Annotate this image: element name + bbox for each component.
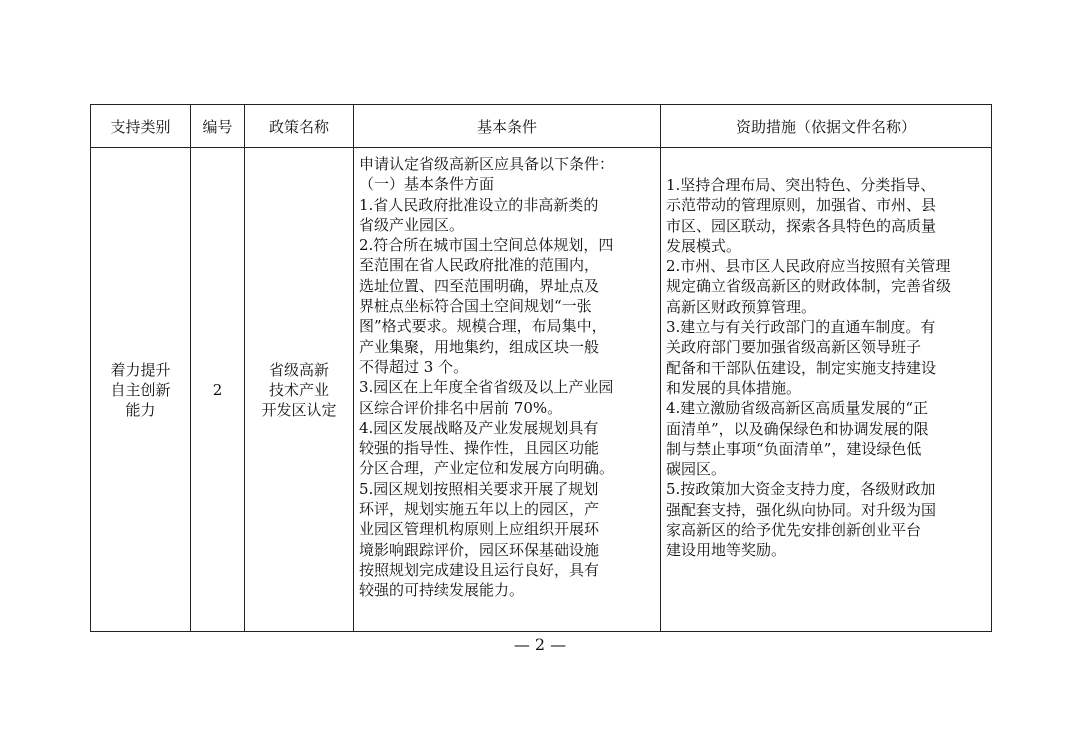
conditions-line: 2.符合所在城市国土空间总体规划，四 [359,236,614,255]
conditions-line: 选址位置、四至范围明确，界址点及 [359,276,600,295]
header-policy-name: 政策名称 [245,105,354,148]
measures-line: 面清单”，以及确保绿色和协调发展的限 [666,419,929,438]
header-number: 编号 [191,105,245,148]
conditions-cell [354,148,661,632]
page-number: — 2 — [513,635,567,654]
conditions-line: 区综合评价排名中居前 70%。 [359,398,563,417]
measures-line: 3.建立与有关行政部门的直通车制度。有 [666,318,936,337]
measures-line: 1.坚持合理布局、突出特色、分类指导、 [666,176,936,194]
conditions-line: 3.园区在上年度全省省级及以上产业园 [359,378,614,397]
policy-name-line: 技术产业 [268,380,329,399]
conditions-line: 产业集聚，用地集约，组成区块一般 [359,337,600,356]
measures-line: 2.市州、县市区人民政府应当按照有关管理 [666,257,951,276]
policy-name-line: 开发区认定 [261,400,337,419]
measures-line: 家高新区的给予优先安排创新创业平台 [666,521,922,540]
measures-line: 碳园区。 [666,460,727,479]
table-row [91,148,992,632]
category-line: 自主创新 [110,380,171,399]
measures-line: 4.建立激励省级高新区高质量发展的“正 [666,399,928,418]
conditions-line: 界桩点坐标符合国土空间规划“一张 [359,297,592,316]
table-header-row [91,105,992,148]
category-line: 能力 [125,400,156,419]
conditions-line: （一）基本条件方面 [359,175,495,194]
conditions-line: 较强的指导性、操作性，且园区功能 [359,439,600,458]
conditions-line: 省级产业园区。 [359,215,465,234]
measures-line: 示范带动的管理原则，加强省、市州、县 [666,196,937,215]
measures-cell [661,148,992,632]
conditions-line: 5.园区规划按照相关要求开展了规划 [359,479,599,498]
measures-line: 强配套支持，强化纵向协同。对升级为国 [666,500,937,519]
conditions-line: 环评，规划实施五年以上的园区，产 [359,500,600,519]
header-conditions: 基本条件 [354,105,661,148]
measures-line: 5.按政策加大资金支持力度，各级财政加 [666,480,936,499]
measures-line: 关政府部门要加强省级高新区领导班子 [666,338,922,357]
measures-line: 市区、园区联动，探索各具特色的高质量 [666,216,937,235]
conditions-line: 图”格式要求。规模合理，布局集中， [359,317,607,336]
conditions-line: 分区合理，产业定位和发展方向明确。 [359,459,615,478]
conditions-line: 申请认定省级高新区应具备以下条件： [359,155,615,173]
category-cell [91,148,191,632]
measures-line: 配备和干部队伍建设，制定实施支持建设 [666,358,937,377]
header-measures: 资助措施（依据文件名称） [661,105,992,148]
conditions-line: 按照规划完成建设且运行良好，具有 [359,560,600,579]
conditions-line: 境影响跟踪评价，园区环保基础设施 [359,540,600,559]
measures-line: 规定确立省级高新区的财政体制，完善省级 [666,277,952,296]
conditions-line: 较强的可持续发展能力。 [359,581,525,600]
conditions-line: 不得超过 3 个。 [359,357,469,376]
measures-line: 和发展的具体措施。 [666,378,802,397]
policy-name-cell [245,148,354,632]
conditions-line: 4.园区发展战略及产业发展规划具有 [359,418,599,437]
measures-line: 制与禁止事项“负面清单”，建设绿色低 [666,439,922,458]
header-category: 支持类别 [91,105,191,148]
conditions-line: 业园区管理机构原则上应组织开展环 [359,520,600,539]
measures-line: 发展模式。 [666,236,742,255]
conditions-line: 1.省人民政府批准设立的非高新类的 [359,195,599,214]
measures-line: 建设用地等奖励。 [666,541,787,560]
measures-line: 高新区财政预算管理。 [666,297,817,316]
conditions-line: 至范围在省人民政府批准的范围内， [359,256,600,275]
number-cell: 2 [191,148,245,632]
policy-name-line: 省级高新 [268,360,329,379]
policy-table [90,104,992,632]
category-line: 着力提升 [110,360,171,379]
